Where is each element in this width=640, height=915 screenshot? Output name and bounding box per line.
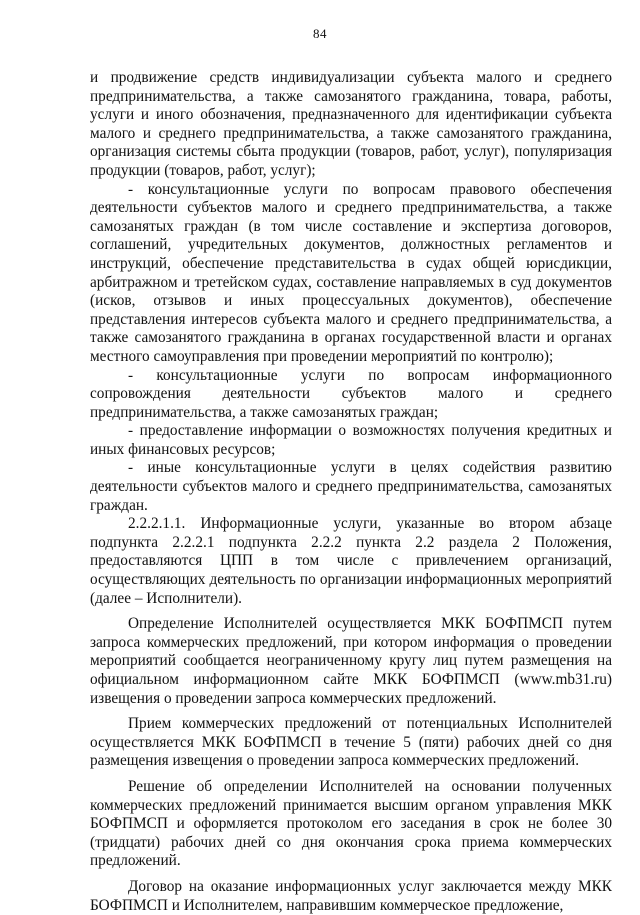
paragraph-continuation: и продвижение средств индивидуализации субъекта малого и среднего предпринимательства, а также самозанятого гражданина, товара, работы, услуги и иного обозначения, предназначенного для идентификации субъекта малого и среднего предпринимательства, а также самозанятого гражданина, организация системы сбыта продукции (товаров, работ, услуг), популяризация продукции (товаров, работ, услуг);: [90, 69, 612, 179]
page-number: 84: [313, 26, 327, 41]
list-item-info-consulting: - консультационные услуги по вопросам информационного сопровождения деятельности субъектов малого и среднего предпринимательства, а также самозанятых граждан;: [90, 366, 612, 421]
clause-2-2-2-1-1: 2.2.2.1.1. Информационные услуги, указанные во втором абзаце подпункта 2.2.2.1 подпункта 2.2.2 пункта 2.2 раздела 2 Положения, предоставляются ЦПП в том числе с привлечением организаций, осуществляющих деятельность по организации информационных мероприятий (далее – Исполнители).: [90, 515, 612, 607]
body-text: [90, 69, 612, 915]
paragraph-executor-selection: Определение Исполнителей осуществляется МКК БОФПМСП путем запроса коммерческих предложений, при котором информация о проведении мероприятий сообщается неограниченному кругу лиц путем размещения на официальном информационном сайте МКК БОФПМСП (www.mb31.ru) извещения о проведении запроса коммерческих предложений.: [90, 615, 612, 707]
paragraph-decision: Решение об определении Исполнителей на основании полученных коммерческих предложений принимается высшим органом управления МКК БОФПМСП и оформляется протоколом его заседания в срок не более 30 (тридцати) рабочих дней со дня окончания срока приема коммерческих предложений.: [90, 777, 612, 870]
list-item-legal-consulting: - консультационные услуги по вопросам правового обеспечения деятельности субъектов малого и среднего предпринимательства, а также самозанятых граждан (в том числе составление и экспертиза договоров, соглашений, учредительных документов, должностных регламентов и инструкций, обеспечение представительства в судах общей юрисдикции, арбитражном и третейском судах, составление направляемых в суд документов (исков, отзывов и иных процессуальных документов), обеспечение представления интересов субъекта малого и среднего предпринимательства, а также самозанятого гражданина в органах государственной власти и органах местного самоуправления при проведении мероприятий по контролю);: [90, 180, 612, 365]
paragraph-contract: Договор на оказание информационных услуг заключается между МКК БОФПМСП и Исполнителем, направившим коммерческое предложение,: [90, 877, 612, 914]
paragraph-proposal-acceptance: Прием коммерческих предложений от потенциальных Исполнителей осуществляется МКК БОФПМСП в течение 5 (пяти) рабочих дней со дня размещения извещения о проведении запроса коммерческих предложений.: [90, 715, 612, 770]
list-item-other-consulting: - иные консультационные услуги в целях содействия развитию деятельности субъектов малого и среднего предпринимательства, самозанятых граждан.: [90, 459, 612, 514]
list-item-credit-info: - предоставление информации о возможностях получения кредитных и иных финансовых ресурсов;: [90, 422, 612, 458]
